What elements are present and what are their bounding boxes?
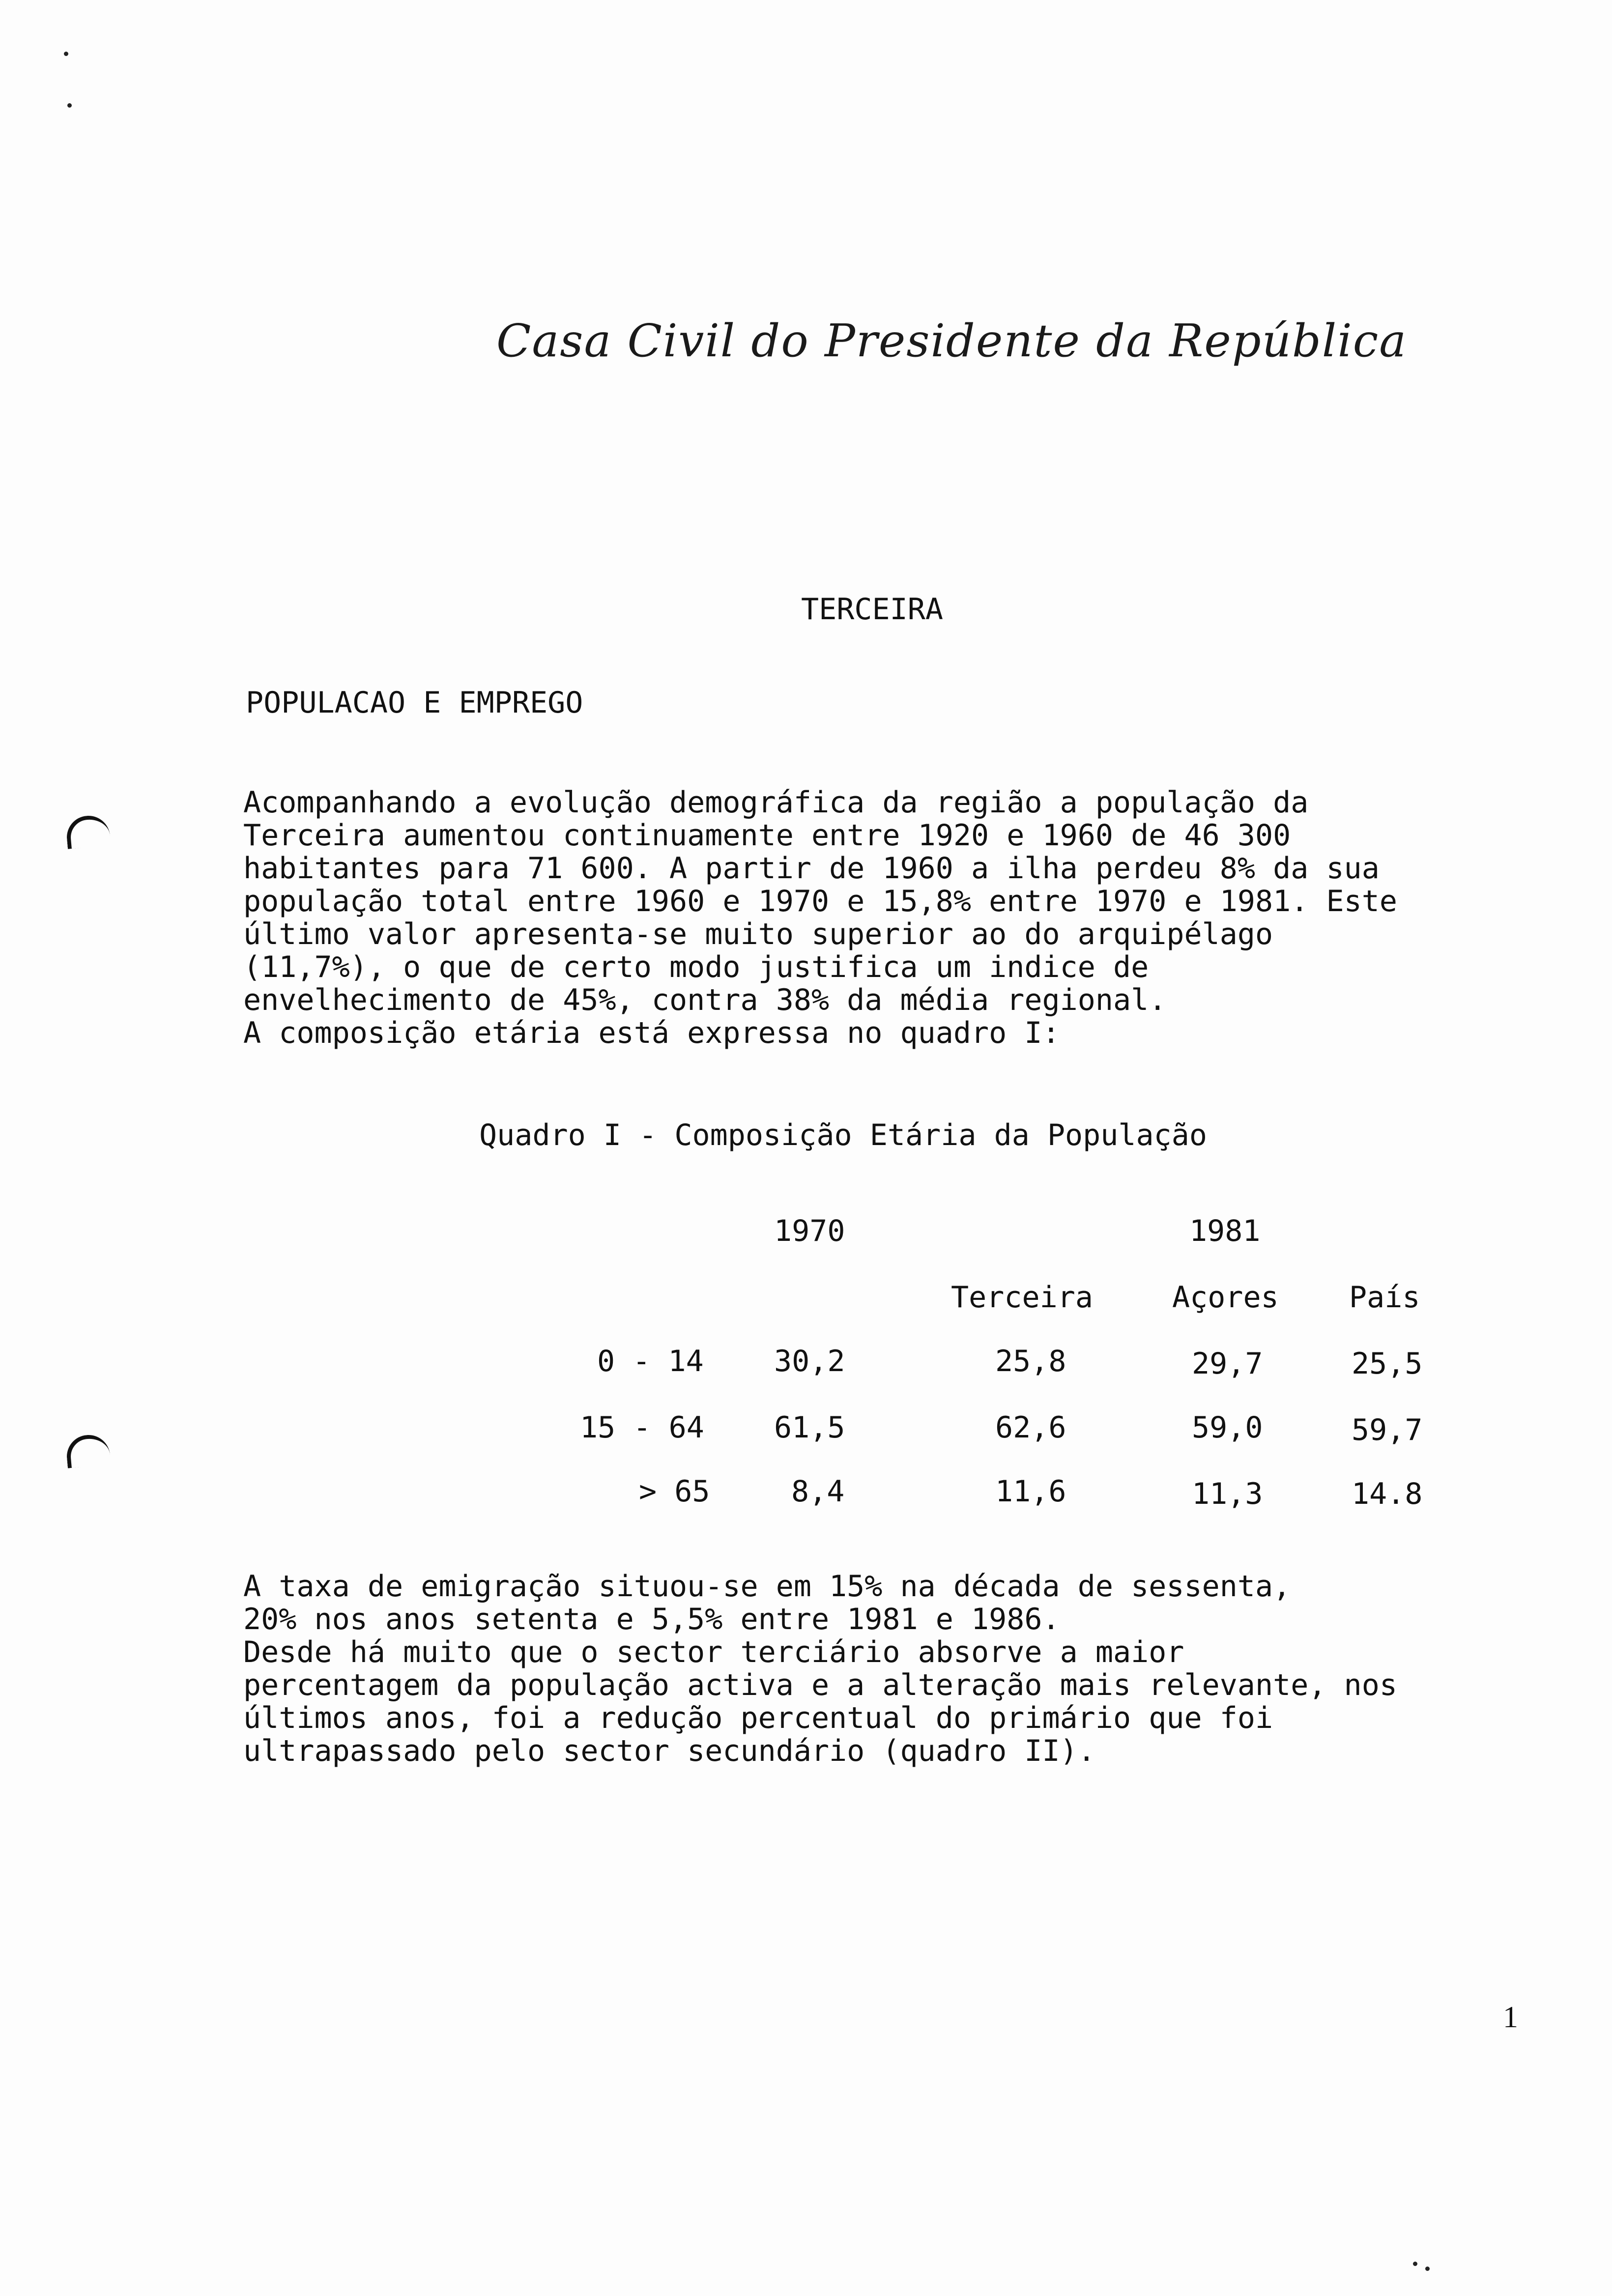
table-cell: 30,2 bbox=[774, 1344, 845, 1378]
punch-hole-mark bbox=[65, 814, 111, 849]
paragraph-line: A taxa de emigração situou-se em 15% na década de sessenta, bbox=[243, 1569, 1291, 1604]
paragraph-line: Acompanhando a evolução demográfica da região a população da bbox=[243, 785, 1309, 820]
table-cell: 8,4 bbox=[791, 1474, 845, 1509]
scan-speck bbox=[1413, 2262, 1417, 2266]
paragraph-line: últimos anos, foi a redução percentual do primário que foi bbox=[243, 1701, 1273, 1735]
paragraph-line: 20% nos anos setenta e 5,5% entre 1981 e 1986. bbox=[243, 1602, 1060, 1636]
year-header-1981: 1981 bbox=[1189, 1214, 1261, 1248]
row-label-15-64: 15 - 64 bbox=[580, 1410, 704, 1445]
table-cell: 25,5 bbox=[1352, 1347, 1423, 1381]
scan-speck bbox=[67, 103, 72, 108]
table-cell: 61,5 bbox=[774, 1410, 845, 1445]
paragraph-line: Desde há muito que o sector terciário absorve a maior bbox=[243, 1635, 1184, 1669]
paragraph-line: último valor apresenta-se muito superior ao do arquipélago bbox=[243, 917, 1273, 951]
column-header-pais: País bbox=[1349, 1280, 1420, 1315]
table-cell: 11,3 bbox=[1192, 1477, 1263, 1511]
punch-hole-mark bbox=[65, 1433, 111, 1468]
paragraph-demography bbox=[243, 786, 1397, 1050]
table-cell: 59,7 bbox=[1352, 1413, 1423, 1447]
column-header-acores: Açores bbox=[1172, 1280, 1279, 1315]
paragraph-line: percentagem da população activa e a alteração mais relevante, nos bbox=[243, 1668, 1397, 1702]
row-label-over-65: > 65 bbox=[639, 1474, 710, 1509]
table-cell: 62,6 bbox=[995, 1410, 1066, 1445]
table-cell: 14.8 bbox=[1352, 1477, 1423, 1511]
paragraph-line: envelhecimento de 45%, contra 38% da média regional. bbox=[243, 983, 1167, 1017]
row-label-0-14: 0 - 14 bbox=[597, 1344, 704, 1378]
table-cell: 29,7 bbox=[1192, 1347, 1263, 1381]
scan-speck bbox=[64, 52, 68, 56]
table-cell: 25,8 bbox=[995, 1344, 1066, 1378]
paragraph-line: A composição etária está expressa no quadro I: bbox=[243, 1016, 1060, 1050]
section-heading: POPULACAO E EMPREGO bbox=[246, 686, 583, 720]
paragraph-emigration bbox=[243, 1570, 1397, 1768]
paragraph-line: (11,7%), o que de certo modo justifica um indice de bbox=[243, 950, 1149, 984]
page-number: 1 bbox=[1503, 2001, 1518, 2034]
paragraph-line: população total entre 1960 e 1970 e 15,8% entre 1970 e 1981. Este bbox=[243, 884, 1397, 918]
paragraph-line: ultrapassado pelo sector secundário (quadro II). bbox=[243, 1734, 1095, 1768]
column-header-terceira: Terceira bbox=[951, 1280, 1093, 1315]
letterhead: Casa Civil do Presidente da República bbox=[496, 315, 1408, 367]
paragraph-line: habitantes para 71 600. A partir de 1960 a ilha perdeu 8% da sua bbox=[243, 851, 1380, 886]
table-caption: Quadro I - Composição Etária da População bbox=[479, 1118, 1208, 1152]
paragraph-line: Terceira aumentou continuamente entre 1920 e 1960 de 46 300 bbox=[243, 818, 1291, 853]
scan-speck bbox=[1425, 2267, 1430, 2271]
table-cell: 11,6 bbox=[995, 1474, 1066, 1509]
document-title: TERCEIRA bbox=[801, 592, 943, 627]
year-header-1970: 1970 bbox=[774, 1214, 845, 1248]
table-cell: 59,0 bbox=[1192, 1410, 1263, 1445]
